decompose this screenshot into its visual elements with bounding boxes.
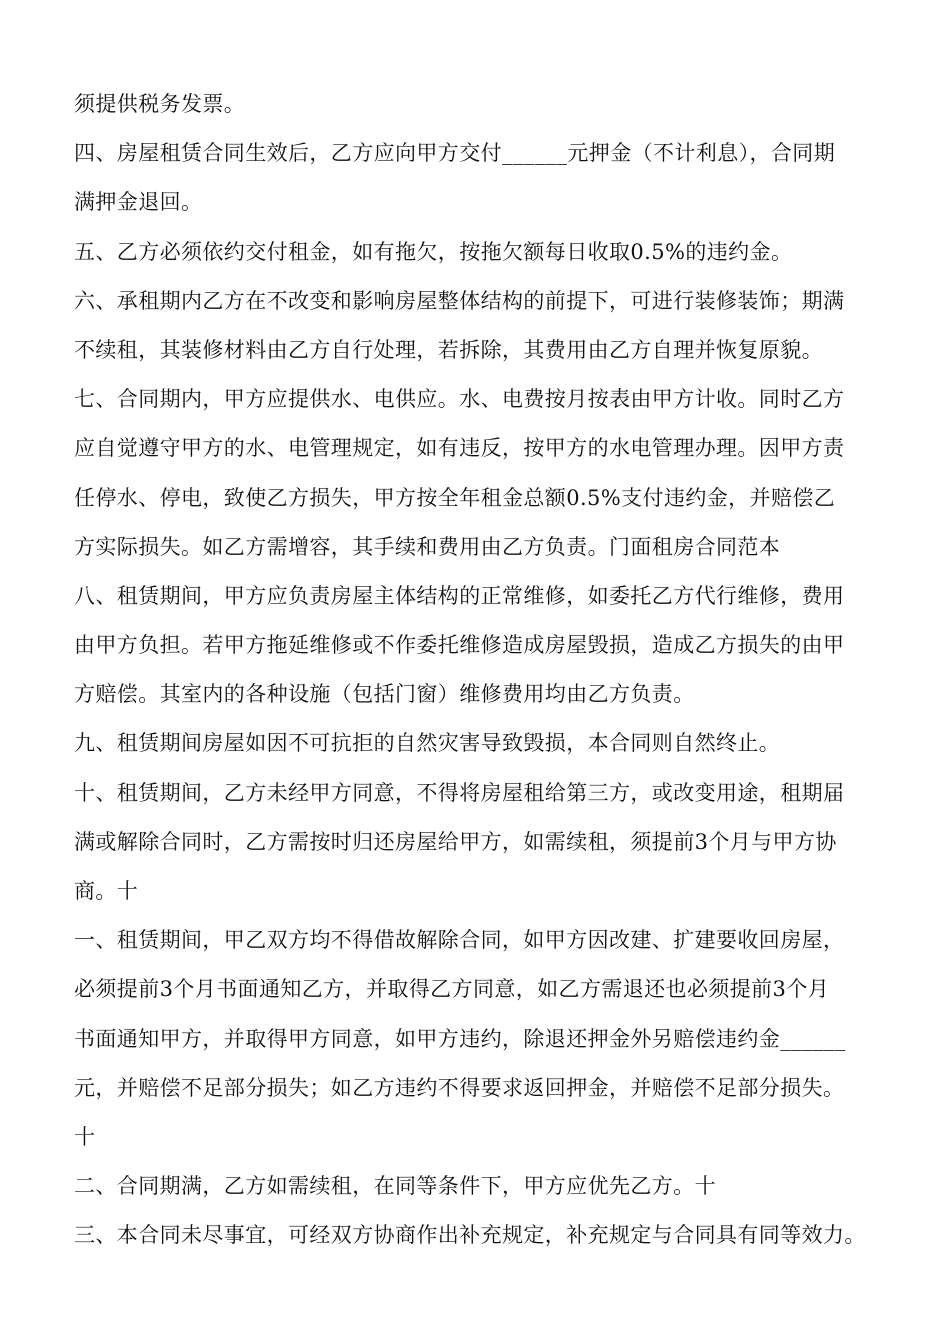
text-line: 元，并赔偿不足部分损失；如乙方违约不得要求返回押金，并赔偿不足部分损失。 xyxy=(74,1075,845,1100)
text-line: 应自觉遵守甲方的水、电管理规定，如有违反，按甲方的水电管理办理。因甲方责 xyxy=(74,436,845,461)
text-line: 商。十 xyxy=(74,879,139,903)
text-line: 九、租赁期间房屋如因不可抗拒的自然灾害导致毁损，本合同则自然终止。 xyxy=(74,731,781,756)
text-line: 任停水、停电，致使乙方损失，甲方按全年租金总额0.5%支付违约金，并赔偿乙 xyxy=(74,485,836,510)
text-line: 十 xyxy=(74,1124,96,1149)
text-line: 不续租，其装修材料由乙方自行处理，若拆除，其费用由乙方自理并恢复原貌。 xyxy=(74,337,823,362)
text-line: 十、租赁期间，乙方未经甲方同意，不得将房屋租给第三方，或改变用途，租期届 xyxy=(74,780,845,805)
text-line: 五、乙方必须依约交付租金，如有拖欠，按拖欠额每日收取0.5%的违约金。 xyxy=(74,239,793,264)
text-line: 八、租赁期间，甲方应负责房屋主体结构的正常维修，如委托乙方代行维修，费用 xyxy=(74,583,845,608)
text-line: 必须提前3个月书面通知乙方，并取得乙方同意，如乙方需退还也必须提前3个月 xyxy=(74,977,830,1002)
text-line: 方实际损失。如乙方需增容，其手续和费用由乙方负责。门面租房合同范本 xyxy=(74,534,781,559)
text-line: 满押金退回。 xyxy=(74,190,203,215)
text-line: 六、承租期内乙方在不改变和影响房屋整体结构的前提下，可进行装修装饰；期满 xyxy=(74,288,845,313)
text-line: 三、本合同未尽事宜，可经双方协商作出补充规定，补充规定与合同具有同等效力。 xyxy=(74,1223,866,1248)
text-line: 二、合同期满，乙方如需续租，在同等条件下，甲方应优先乙方。十 xyxy=(74,1174,716,1199)
text-line: 满或解除合同时，乙方需按时归还房屋给甲方，如需续租，须提前3个月与甲方协 xyxy=(74,829,837,854)
text-line: 方赔偿。其室内的各种设施（包括门窗）维修费用均由乙方负责。 xyxy=(74,682,695,707)
text-line: 须提供税务发票。 xyxy=(74,92,246,116)
text-line: 四、房屋租赁合同生效后，乙方应向甲方交付______元押金（不计利息），合同期 xyxy=(74,141,836,166)
text-line: 一、租赁期间，甲乙双方均不得借故解除合同，如甲方因改建、扩建要收回房屋， xyxy=(74,928,845,953)
text-line: 由甲方负担。若甲方拖延维修或不作委托维修造成房屋毁损，造成乙方损失的由甲 xyxy=(74,633,845,658)
text-line: 书面通知甲方，并取得甲方同意，如甲方违约，除退还押金外另赔偿违约金______ xyxy=(74,1026,846,1051)
document-page xyxy=(74,80,880,1261)
text-line: 七、合同期内，甲方应提供水、电供应。水、电费按月按表由甲方计收。同时乙方 xyxy=(74,387,845,412)
